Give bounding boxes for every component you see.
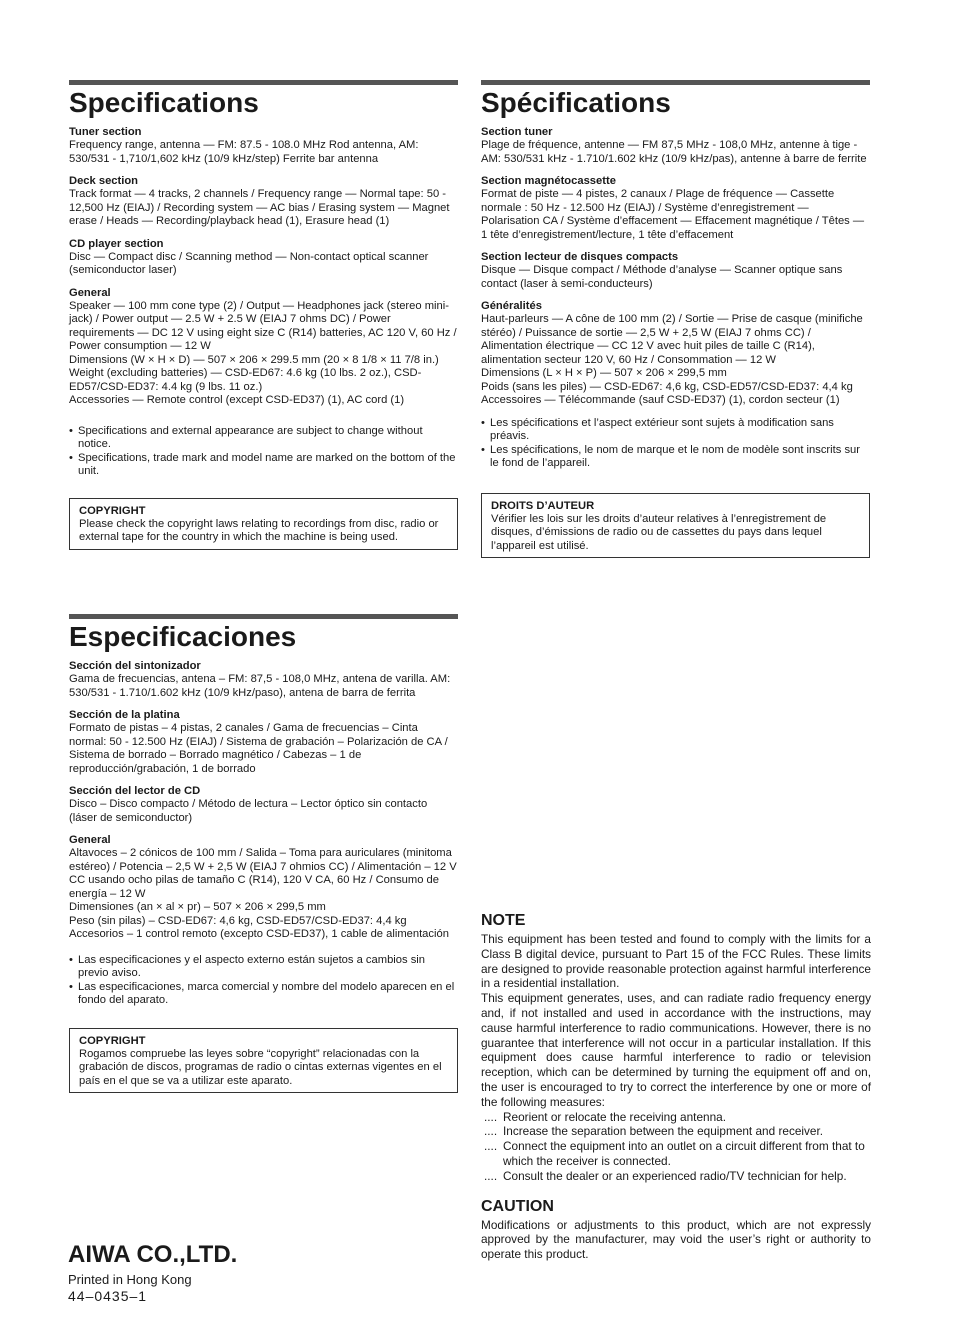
section-heading: General — [69, 286, 111, 299]
section-heading: Sección de la platina — [69, 709, 180, 721]
section-text: Disc — Compact disc / Scanning method — Non-contact optical scanner (semiconductor laser) — [69, 250, 429, 276]
list-item: • Specifications, trade mark and model name are marked on the bottom of the unit. — [69, 452, 458, 479]
section-heading: Sección del lector de CD — [69, 785, 201, 797]
footer — [68, 1242, 448, 1304]
section-text: Format de piste — 4 pistes, 2 canaux / Plage de fréquence — Cassette normale : 50 Hz - 12.500 Hz (EIAJ) / Système d’enregistrement — Polarisation CA / Système d’effacement — Effacement magnétique / Têtes — 1 tête d’enregistrement/lecture, 1 tête d’effacement — [481, 188, 865, 241]
section-line: Altavoces – 2 cónicos de 100 mm / Salida – Toma para auriculares (minitoma estéreo) / Potencia – 2,5 W + 2,5 W (EIAJ 7 ohmios CC) / Alimentación – 12 V CC usando ocho pilas de tamaño C (R14), 120 V CA, 60 Hz / Consumo de energía – 12 W — [69, 847, 457, 900]
cd-player-section — [69, 785, 458, 825]
section-line: Accessoires — Télécommande (sauf CSD-ED37) (1), cordon secteur (1) — [481, 394, 840, 406]
copyright-heading: DROITS D’AUTEUR — [491, 499, 595, 512]
page-title: Spécifications — [481, 87, 671, 118]
section-line: Weight (excluding batteries) — CSD-ED67: 4.6 kg (10 lbs. 2 oz.), CSD-ED57/CSD-ED37: 4.4 kg (9 lbs. 11 oz.) — [69, 367, 422, 393]
section-text: Track format — 4 tracks, 2 channels / Frequency range — Normal tape: 50 - 12,500 Hz (EIAJ) / Recording system — AC bias / Erasing system — Magnet erase / Heads — Recording/playback head (1), Erasure head (1) — [69, 188, 450, 227]
caution-text: Modifications or adjustments to this product, which are not expressly approved by the manufacturer, may void the user’s right or authority to operate this product. — [481, 1217, 871, 1262]
copyright-box — [69, 1028, 458, 1094]
notice-list — [69, 425, 458, 479]
list-item: .... Consult the dealer or an experienced radio/TV technician for help. — [481, 1169, 871, 1184]
section-heading: Section tuner — [481, 126, 553, 138]
tuner-section — [481, 126, 870, 166]
caution-title: CAUTION — [481, 1197, 554, 1215]
title-rule — [481, 80, 870, 85]
section-line: Dimensions (L × H × P) — 507 × 206 × 299,5 mm — [481, 367, 727, 379]
list-item: • Specifications and external appearance are subject to change without notice. — [69, 425, 458, 452]
deck-section — [69, 709, 458, 776]
section-heading: Section lecteur de disques compacts — [481, 251, 679, 263]
section-line: Poids (sans les piles) — CSD-ED67: 4,6 kg, CSD-ED57/CSD-ED37: 4,4 kg — [481, 380, 853, 393]
list-item: • Les spécifications, le nom de marque et le nom de modèle sont inscrits sur le fond de l’appareil. — [481, 444, 870, 471]
general-section — [69, 287, 458, 408]
section-heading: CD player section — [69, 237, 164, 250]
printed-in: Printed in Hong Kong — [68, 1272, 192, 1287]
copyright-box — [69, 498, 458, 550]
copyright-text: Please check the copyright laws relating to recordings from disc, radio or external tape for the country in which the machine is being used. — [79, 517, 439, 543]
english-specifications — [69, 80, 458, 550]
list-item: • Las especificaciones, marca comercial y nombre del modelo aparecen en el fondo del aparato. — [69, 981, 458, 1008]
note-paragraph: This equipment generates, uses, and can radiate radio frequency energy and, if not installed and used in accordance with the instructions, may cause harmful interference to radio communications. However, there is no guarantee that interference will not occur in a particular installation. If this equipment does cause harmful interference to radio or television reception, which can be determined by turning the equipment off and on, the user is encouraged to try to correct the interference by one or more of the following measures: — [481, 991, 871, 1109]
section-heading: Section magnétocassette — [481, 175, 616, 187]
copyright-box — [481, 493, 870, 559]
copyright-text: Vérifier les lois sur les droits d’auteur relatives à l’enregistrement de disques, d’émissions de radio ou de cassettes du pays dans lequel l’appareil est utilisé. — [491, 512, 827, 552]
list-item: .... Increase the separation between the equipment and receiver. — [481, 1124, 871, 1139]
copyright-text: Rogamos compruebe las leyes sobre “copyright” relacionadas con la grabación de discos, programas de radio o cintas externas vigentes en el país en el que se va a utilizar este aparato. — [79, 1047, 442, 1087]
section-line: Dimensions (W × H × D) — 507 × 206 × 299.5 mm (20 × 8 1/8 × 11 7/8 in.) — [69, 353, 439, 366]
section-line: Peso (sin pilas) – CSD-ED67: 4,6 kg, CSD-ED57/CSD-ED37: 4,4 kg — [69, 914, 407, 927]
notice-list — [69, 954, 458, 1008]
copyright-heading: COPYRIGHT — [79, 504, 146, 517]
deck-section — [481, 175, 870, 242]
section-line: Accessories — Remote control (except CSD-ED37) (1), AC cord (1) — [69, 394, 405, 406]
page-title: Specifications — [69, 87, 259, 118]
tuner-section — [69, 660, 458, 700]
measures-list — [481, 1110, 871, 1184]
section-line: Haut-parleurs — A cône de 100 mm (2) / Sortie — Prise de casque (minifiche stéréo) / Puissance de sortie — 2,5 W + 2,5 W (EIAJ 7 ohms CC) / Alimentation électrique — CC 12 V avec huit piles de taille C (R14), alimentation secteur 120 V, 60 Hz / Consommation — 12 W — [481, 313, 863, 366]
section-heading: Tuner section — [69, 126, 142, 138]
page-title: Especificaciones — [69, 621, 297, 652]
notice-list — [481, 417, 870, 471]
section-line: Dimensiones (an × al × pr) – 507 × 206 × 299,5 mm — [69, 901, 326, 913]
company-name: AIWA CO.,LTD. — [68, 1241, 238, 1268]
section-text: Disco – Disco compacto / Método de lectura – Lector óptico sin contacto (láser de semiconductor) — [69, 798, 428, 824]
part-code: 44–0435–1 — [68, 1288, 148, 1304]
general-section — [69, 834, 458, 942]
cd-player-section — [69, 238, 458, 278]
list-item: .... Connect the equipment into an outlet on a circuit different from that to which the receiver is connected. — [481, 1139, 871, 1169]
copyright-heading: COPYRIGHT — [79, 1034, 146, 1047]
general-section — [481, 300, 870, 408]
title-rule — [69, 80, 458, 85]
section-text: Gama de frecuencias, antena – FM: 87,5 - 108,0 MHz, antena de varilla. AM: 530/531 - 1.710/1.602 kHz (10/9 kHz/paso), antena de barra de ferrita — [69, 673, 451, 699]
section-text: Plage de fréquence, antenne — FM 87,5 MHz - 108,0 MHz, antenne à tige - AM: 530/531 kHz - 1.710/1.602 kHz (10/9 kHz/pas), antenne à barre de ferrite — [481, 139, 867, 165]
section-heading: Sección del sintonizador — [69, 660, 201, 672]
section-heading: Deck section — [69, 175, 139, 187]
fcc-note — [481, 912, 871, 1262]
section-text: Formato de pistas – 4 pistas, 2 canales / Gama de frecuencias – Cinta normal: 50 - 12.500 Hz (EIAJ) / Sistema de grabación – Polarización de CA / Sistema de borrado – Borrado magnético / Cabezas – 1 de reproducción/grabación, 1 de borrado — [69, 722, 448, 775]
section-line: Speaker — 100 mm cone type (2) / Output — Headphones jack (stereo mini-jack) / Power output — 2.5 W + 2.5 W (EIAJ 7 ohms DC) / Power requirements — DC 12 V using eight size C (R14) batteries, AC 120 V, 60 Hz / Power consumption — 12 W — [69, 299, 457, 352]
note-paragraph: This equipment has been tested and found to comply with the limits for a Class B digital device, pursuant to Part 15 of the FCC Rules. These limits are designed to provide reasonable protection against harmful interference in a residential installation. — [481, 932, 871, 991]
french-specifications — [481, 80, 870, 558]
note-title: NOTE — [481, 912, 526, 929]
tuner-section — [69, 126, 458, 166]
deck-section — [69, 175, 458, 229]
section-text: Disque — Disque compact / Méthode d’analyse — Scanner optique sans contact (laser à semi-conducteurs) — [481, 264, 843, 290]
section-heading: General — [69, 834, 111, 846]
section-heading: Généralités — [481, 300, 542, 312]
list-item: • Las especificaciones y el aspecto externo están sujetos a cambios sin previo aviso. — [69, 954, 458, 981]
list-item: .... Reorient or relocate the receiving antenna. — [481, 1110, 871, 1125]
list-item: • Les spécifications et l’aspect extérieur sont sujets à modification sans préavis. — [481, 417, 870, 444]
cd-player-section — [481, 251, 870, 291]
title-rule — [69, 614, 458, 619]
section-text: Frequency range, antenna — FM: 87.5 - 108.0 MHz Rod antenna, AM: 530/531 - 1,710/1,602 kHz (10/9 kHz/step) Ferrite bar antenna — [69, 139, 419, 165]
spanish-specifications — [69, 614, 458, 1093]
section-line: Accesorios – 1 control remoto (excepto CSD-ED37), 1 cable de alimentación — [69, 928, 449, 940]
